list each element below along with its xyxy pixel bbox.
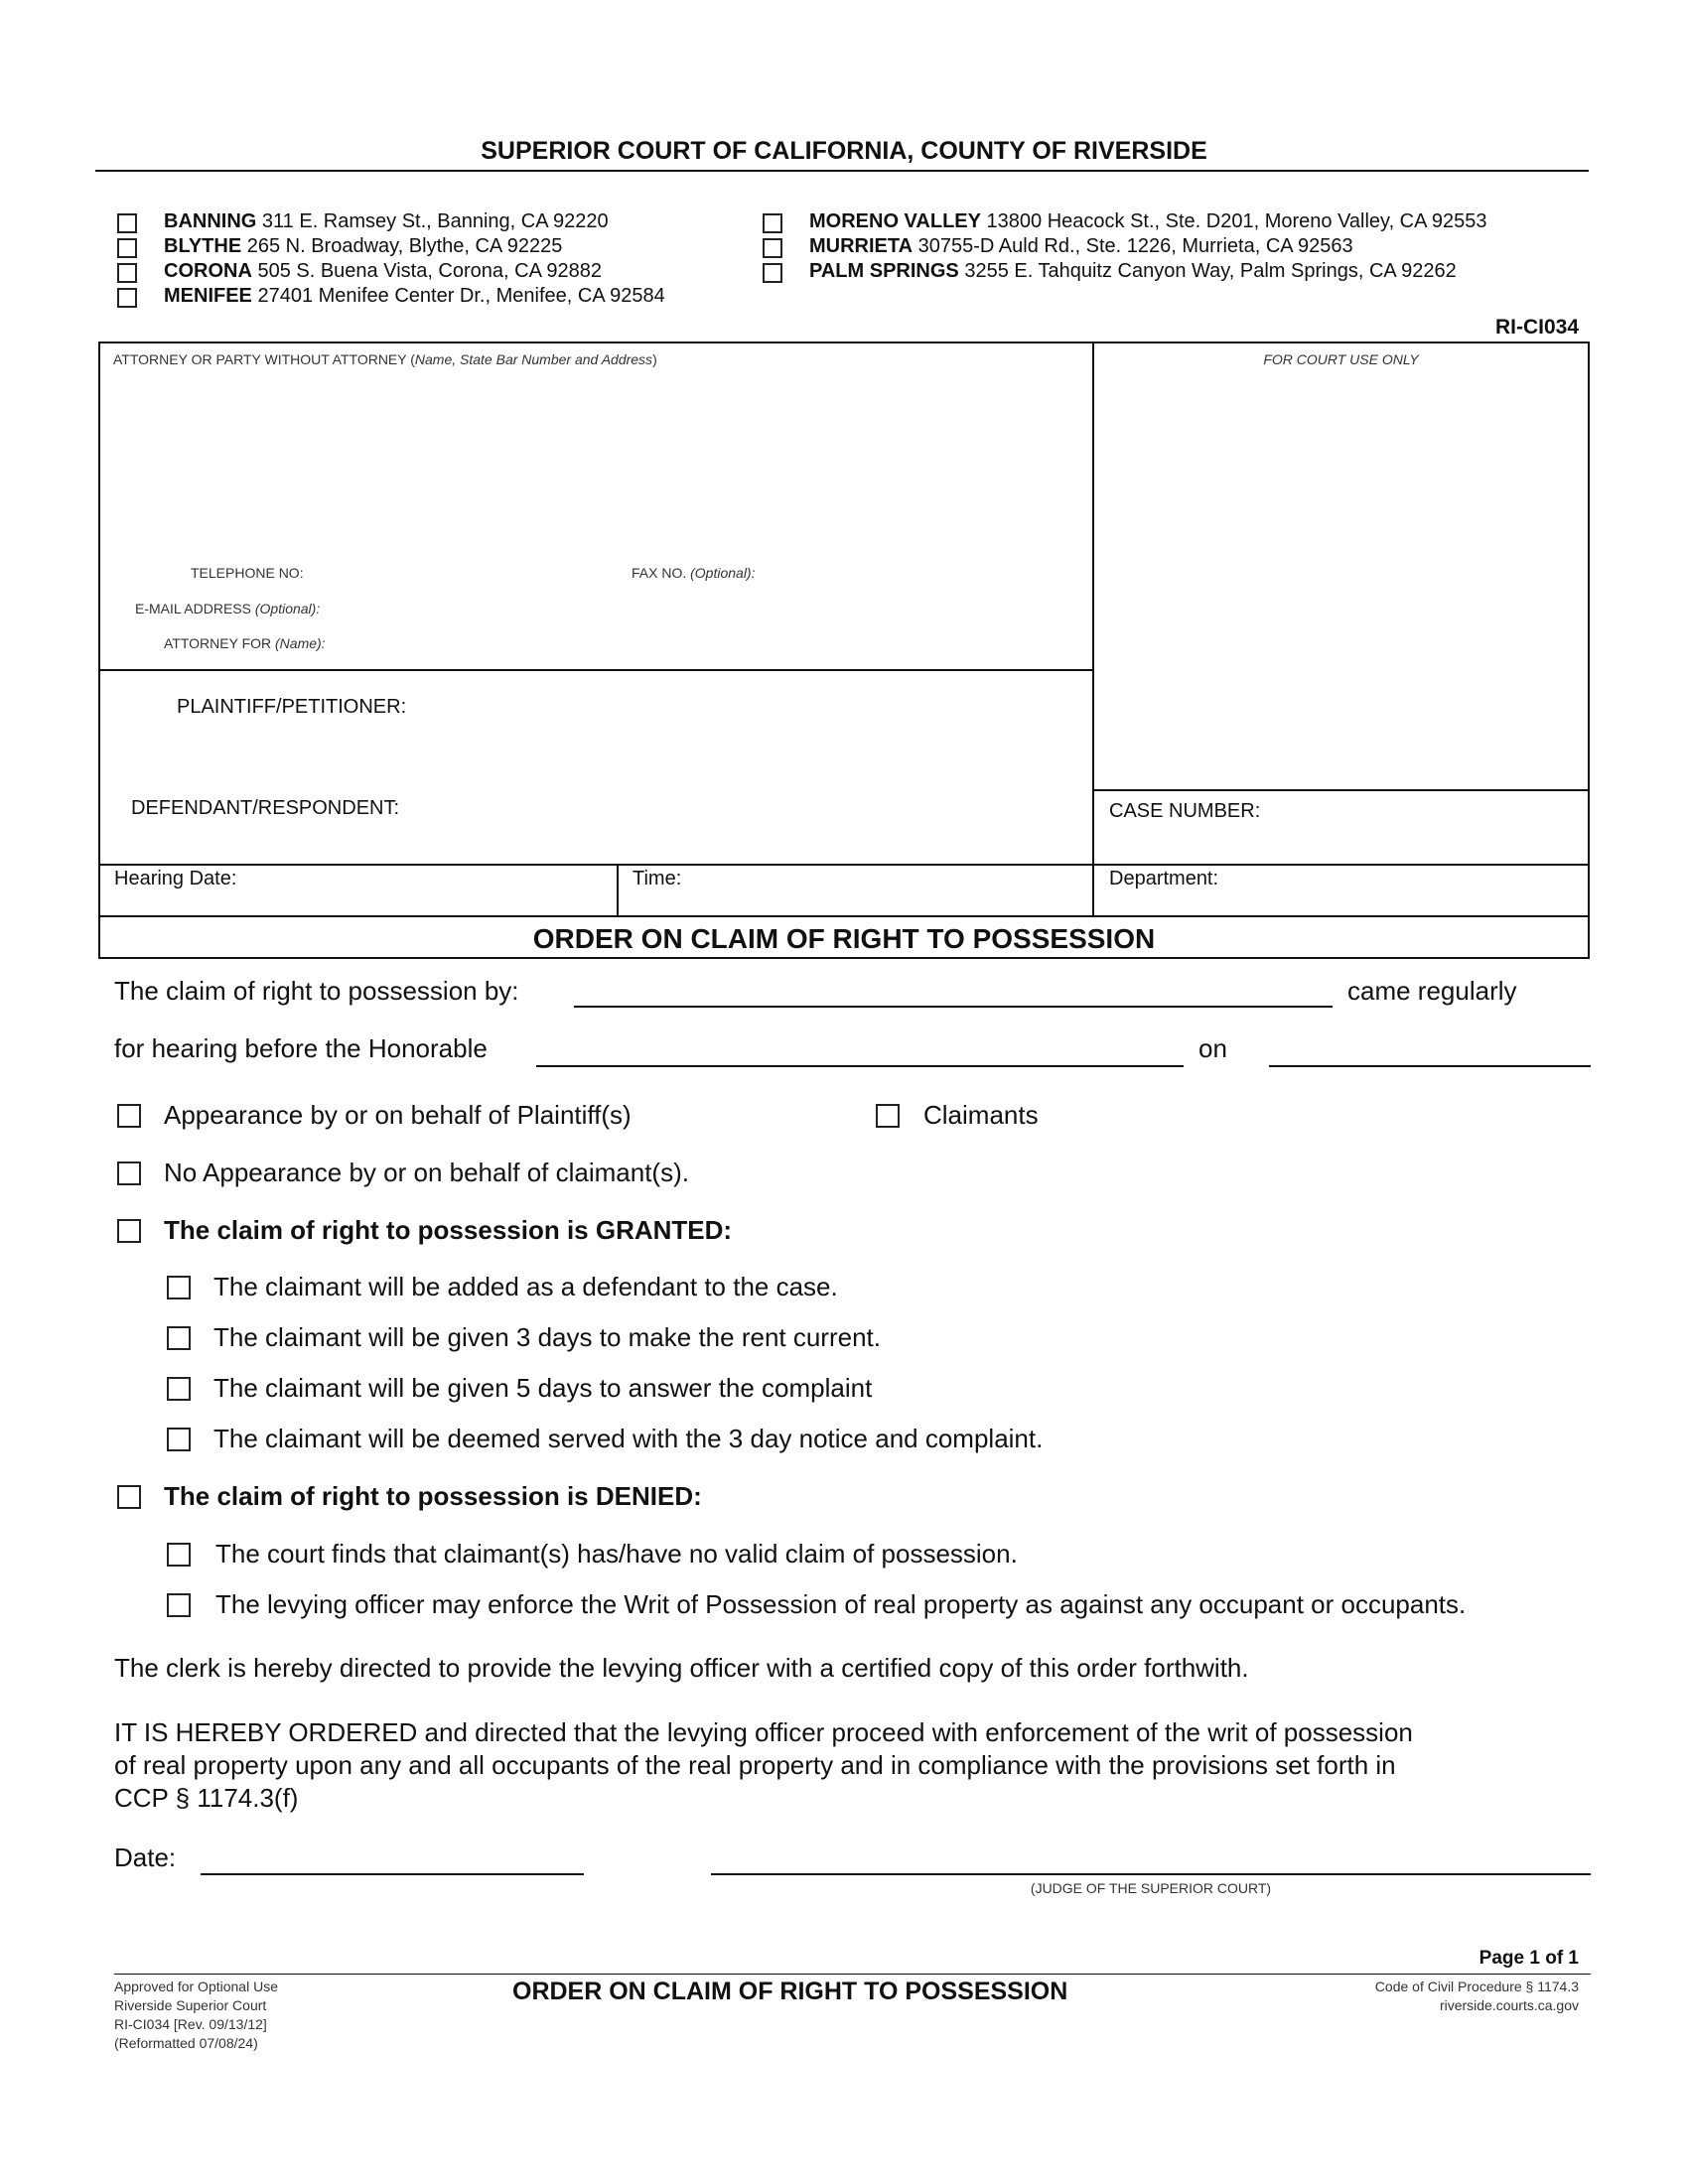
granted-option-2: The claimant will be given 3 days to make the rent current. <box>213 1322 881 1352</box>
judge-label: (JUDGE OF THE SUPERIOR COURT) <box>1030 1880 1272 1896</box>
caption-divider <box>1092 341 1094 917</box>
footer-title: ORDER ON CLAIM OF RIGHT TO POSSESSION <box>512 1978 1068 2005</box>
hearing-divider-2 <box>1092 864 1094 915</box>
location-checkbox-menifee[interactable] <box>117 288 137 308</box>
appearance-plaintiff-label: Appearance by or on behalf of Plaintiff(s) <box>164 1100 632 1130</box>
judge-name-line[interactable] <box>536 1065 1184 1067</box>
claimants-label: Claimants <box>923 1100 1039 1130</box>
court-use-label: FOR COURT USE ONLY <box>1263 351 1419 367</box>
clerk-directed-text: The clerk is hereby directed to provide the levying officer with a certified copy of this order forthwith. <box>114 1653 1249 1683</box>
granted-option-4-checkbox[interactable] <box>167 1428 191 1451</box>
telephone-label: TELEPHONE NO: <box>191 565 304 581</box>
footer-left-line-1: Approved for Optional Use <box>114 1979 278 1994</box>
hearing-date-line[interactable] <box>1269 1065 1591 1067</box>
location-checkbox-murrieta[interactable] <box>763 238 782 258</box>
order-paragraph <box>114 1716 1413 1815</box>
location-murrieta: MURRIETA 30755-D Auld Rd., Ste. 1226, Murrieta, CA 92563 <box>809 235 1353 257</box>
department-label: Department: <box>1109 868 1219 889</box>
email-label: E-MAIL ADDRESS (Optional): <box>135 601 321 616</box>
granted-option-3: The claimant will be given 5 days to answer the complaint <box>213 1373 873 1403</box>
hearing-before-label: for hearing before the Honorable <box>114 1033 488 1063</box>
time-label: Time: <box>633 868 682 889</box>
came-regularly-label: came regularly <box>1347 976 1517 1006</box>
attorney-label: ATTORNEY OR PARTY WITHOUT ATTORNEY (Name, State Bar Number and Address) <box>113 351 657 367</box>
court-use-rule <box>1092 789 1590 791</box>
denied-checkbox[interactable] <box>117 1485 141 1509</box>
footer-left <box>114 1978 278 2053</box>
location-palm-springs: PALM SPRINGS 3255 E. Tahquitz Canyon Way, Palm Springs, CA 92262 <box>809 260 1457 282</box>
location-menifee: MENIFEE 27401 Menifee Center Dr., Menifee, CA 92584 <box>164 285 665 307</box>
footer-left-line-3: RI-CI034 [Rev. 09/13/12] <box>114 2016 267 2032</box>
fax-label: FAX NO. (Optional): <box>632 565 756 581</box>
footer-right-line-2: riverside.courts.ca.gov <box>1439 1997 1579 2013</box>
denied-option-2-checkbox[interactable] <box>167 1593 191 1617</box>
granted-option-1-checkbox[interactable] <box>167 1276 191 1299</box>
judge-signature-line[interactable] <box>711 1873 1591 1875</box>
granted-option-3-checkbox[interactable] <box>167 1377 191 1401</box>
order-line-2: of real property upon any and all occupants of the real property and in compliance with the provisions set forth in <box>114 1750 1396 1780</box>
hearing-row-top <box>98 864 1590 866</box>
form-title: ORDER ON CLAIM OF RIGHT TO POSSESSION <box>532 923 1156 954</box>
granted-option-2-checkbox[interactable] <box>167 1326 191 1350</box>
on-label: on <box>1198 1033 1227 1063</box>
no-appearance-checkbox[interactable] <box>117 1161 141 1185</box>
denied-option-1-checkbox[interactable] <box>167 1543 191 1567</box>
footer-left-line-2: Riverside Superior Court <box>114 1997 267 2013</box>
defendant-label: DEFENDANT/RESPONDENT: <box>131 797 400 819</box>
hearing-divider-1 <box>617 864 619 915</box>
hearing-row-bottom <box>98 915 1590 917</box>
footer-rule <box>114 1974 1591 1975</box>
no-appearance-label: No Appearance by or on behalf of claimant(s). <box>164 1158 689 1187</box>
location-checkbox-corona[interactable] <box>117 263 137 283</box>
order-line-1: IT IS HEREBY ORDERED and directed that the levying officer proceed with enforcement of the writ of possession <box>114 1717 1413 1747</box>
footer-right <box>1375 1978 1579 2015</box>
granted-option-4: The claimant will be deemed served with the 3 day notice and complaint. <box>213 1424 1044 1453</box>
claimant-name-line[interactable] <box>574 1006 1333 1008</box>
location-checkbox-banning[interactable] <box>117 213 137 233</box>
attorney-section-rule <box>98 669 1093 671</box>
location-checkbox-palm-springs[interactable] <box>763 263 782 283</box>
denied-label: The claim of right to possession is DENIED: <box>164 1481 702 1511</box>
date-line[interactable] <box>201 1873 584 1875</box>
location-blythe: BLYTHE 265 N. Broadway, Blythe, CA 92225 <box>164 235 563 257</box>
footer-right-line-1: Code of Civil Procedure § 1174.3 <box>1374 1979 1579 1994</box>
header-rule <box>95 170 1589 172</box>
location-corona: CORONA 505 S. Buena Vista, Corona, CA 92882 <box>164 260 602 282</box>
claim-by-label: The claim of right to possession by: <box>114 976 519 1006</box>
denied-option-1: The court finds that claimant(s) has/have no valid claim of possession. <box>215 1539 1018 1569</box>
claimants-checkbox[interactable] <box>876 1104 900 1128</box>
location-moreno-valley: MORENO VALLEY 13800 Heacock St., Ste. D201, Moreno Valley, CA 92553 <box>809 210 1487 232</box>
footer-left-line-4: (Reformatted 07/08/24) <box>114 2035 258 2051</box>
page-number: Page 1 of 1 <box>1478 1948 1579 1969</box>
denied-option-2: The levying officer may enforce the Writ of Possession of real property as against any occupant or occupants. <box>215 1589 1467 1619</box>
attorney-for-label: ATTORNEY FOR (Name): <box>164 635 326 651</box>
granted-option-1: The claimant will be added as a defendant to the case. <box>213 1272 838 1301</box>
order-line-3: CCP § 1174.3(f) <box>114 1783 299 1813</box>
location-banning: BANNING 311 E. Ramsey St., Banning, CA 92220 <box>164 210 609 232</box>
location-checkbox-moreno-valley[interactable] <box>763 213 782 233</box>
granted-checkbox[interactable] <box>117 1219 141 1243</box>
granted-label: The claim of right to possession is GRANTED: <box>164 1215 733 1245</box>
court-title: SUPERIOR COURT OF CALIFORNIA, COUNTY OF RIVERSIDE <box>481 137 1207 165</box>
appearance-plaintiff-checkbox[interactable] <box>117 1104 141 1128</box>
location-checkbox-blythe[interactable] <box>117 238 137 258</box>
hearing-date-label: Hearing Date: <box>114 868 237 889</box>
date-label: Date: <box>114 1843 177 1872</box>
form-code: RI-CI034 <box>1494 316 1579 339</box>
case-number-label: CASE NUMBER: <box>1109 800 1261 822</box>
plaintiff-label: PLAINTIFF/PETITIONER: <box>177 696 407 718</box>
